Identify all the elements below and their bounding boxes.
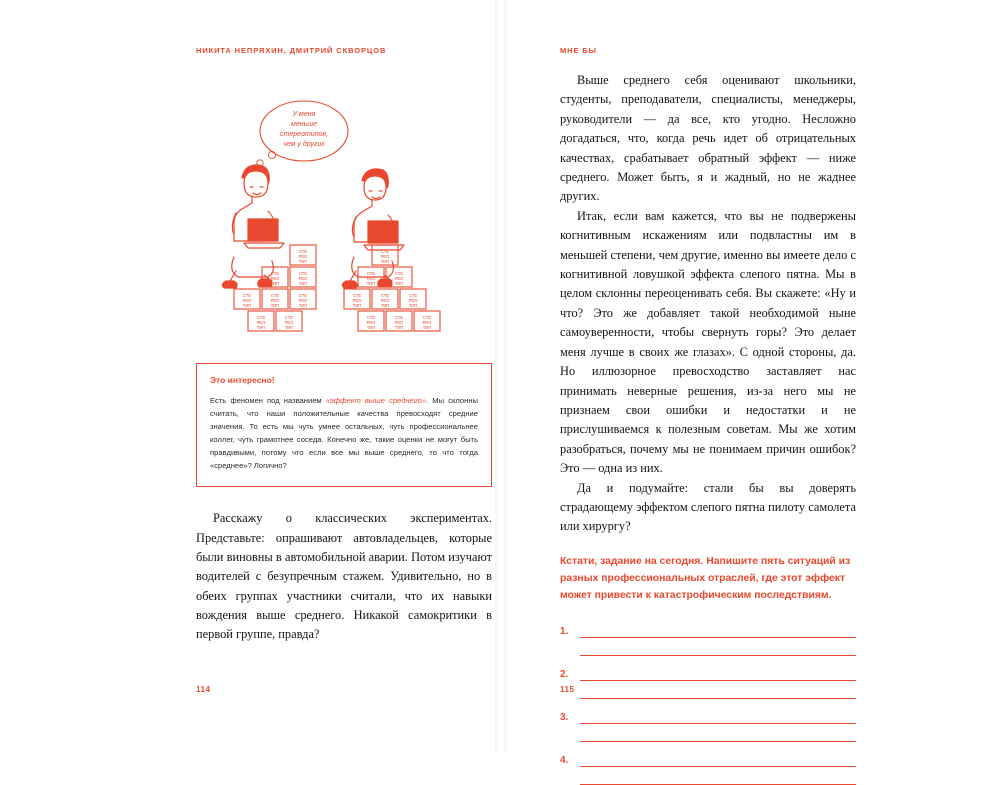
callout-body bbox=[210, 394, 478, 472]
answer-write-line[interactable] bbox=[580, 741, 856, 742]
right-page-folio: 115 bbox=[560, 685, 575, 694]
answer-write-line[interactable] bbox=[580, 766, 856, 767]
answer-row bbox=[560, 627, 856, 638]
answer-write-line[interactable] bbox=[580, 655, 856, 656]
right-page-paragraph: Да и подумайте: стали бы вы доверять страдающему эффектом слепого пятна пилоту самолета или хирургу? bbox=[560, 480, 856, 534]
callout-highlight: «эффект выше среднего» bbox=[325, 396, 427, 405]
left-running-head: НИКИТА НЕПРЯХИН, ДМИТРИЙ СКВОРЦОВ bbox=[196, 46, 387, 55]
callout-title: Это интересно! bbox=[210, 375, 275, 385]
answer-number: 3. bbox=[560, 711, 569, 723]
answer-write-line[interactable] bbox=[580, 698, 856, 699]
answer-number: 4. bbox=[560, 754, 569, 766]
two-people-on-block-pedestals-illustration: СТЕ РЕО ТИП У меня меньше стереотипов, чем у других bbox=[206, 71, 454, 339]
answer-number: 1. bbox=[560, 625, 569, 637]
task-instruction: Кстати, задание на сегодня. Напишите пять ситуаций из разных профессиональных отраслей, где этот эффект может привести к катастрофическим последствиям. bbox=[560, 555, 851, 602]
right-page-column bbox=[560, 71, 856, 785]
answer-row bbox=[560, 713, 856, 724]
answer-write-line[interactable] bbox=[580, 680, 856, 681]
answer-number: 2. bbox=[560, 668, 569, 680]
svg-text:чем у других: чем у других bbox=[283, 141, 325, 148]
callout-box bbox=[196, 363, 492, 487]
callout-text-part1: Есть феномен под названием bbox=[210, 396, 326, 405]
answer-write-line[interactable] bbox=[580, 637, 856, 638]
svg-text:У меня: У меня bbox=[292, 111, 316, 118]
answer-write-line[interactable] bbox=[580, 723, 856, 724]
list-item bbox=[560, 756, 856, 785]
answer-row bbox=[560, 670, 856, 681]
svg-text:стереотипов,: стереотипов, bbox=[280, 131, 328, 138]
answer-lines-list bbox=[560, 627, 856, 785]
callout-text-part2: . Мы склонны считать, что наши положительные качества превосходят средние значения. То есть мы чуть умнее остальных, чуть профессиональнее коллег, чуть грамотнее соседа. Конечно же, такие оценки не могут быть правдивыми, потому что если все мы выше среднего, то что тогда «среднее»? Логично? bbox=[210, 396, 478, 471]
left-page-paragraph: Расскажу о классических экспериментах. Представьте: опрашивают автовладельцев, которые были виновны в автомобильной аварии. Потом изучают водителей с безупречным стажем. Удивительно, но в обеих группах участники считали, что их навыки вождения выше среднего. Никакой самокритики в первой группе, правда? bbox=[196, 511, 492, 642]
left-page bbox=[0, 0, 500, 752]
list-item bbox=[560, 627, 856, 656]
right-running-head: МНЕ БЫ bbox=[560, 46, 597, 55]
list-item bbox=[560, 670, 856, 699]
left-page-folio: 114 bbox=[196, 685, 211, 694]
right-page-paragraph: Итак, если вам кажется, что вы не подвержены когнитивным искажениям или подвластны им в меньшей степени, чем другие, именно вы имеете дело с когнитивной ловушкой эффекта слепого пятна. Мы в целом склонны переоценивать себя. Вы скажете: «Ну и что? Это же добавляет такой необходимой ныне самоуверенности, чтобы свернуть горы? Это делает меня лучше в своих же глазах». С одной стороны, да. Но иллюзорное превосходство заставляет нас принимать неверные решения, из-за него мы не признаем свои ошибки и недостатки и не прислушиваемся к полезным советам. Мы же хотим разобраться, почему мы не понимаем причин ошибок? Это — одна из них. bbox=[560, 208, 856, 476]
svg-text:меньше: меньше bbox=[291, 121, 317, 128]
list-item bbox=[560, 713, 856, 742]
answer-write-line[interactable] bbox=[580, 784, 856, 785]
right-page bbox=[500, 0, 1001, 766]
right-page-paragraph: Выше среднего себя оценивают школьники, студенты, преподаватели, специалисты, менеджеры, руководители — да все, кто угодно. Несложно догадаться, что, когда речь идет об отрицательных качествах, срабатывает обратный эффект — ниже среднего. Может быть, я и жадный, но не жаднее других. bbox=[560, 73, 856, 204]
answer-row bbox=[560, 756, 856, 767]
